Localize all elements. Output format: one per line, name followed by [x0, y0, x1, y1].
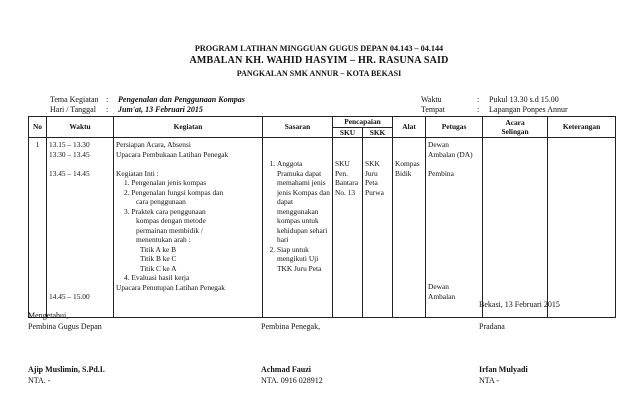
- cell-waktu: [47, 138, 114, 318]
- titik-a-b: Titik A ke B: [140, 244, 177, 254]
- tema-colon: :: [106, 95, 109, 104]
- schedule-table: [28, 116, 616, 318]
- cell-sasaran: [263, 138, 333, 318]
- cell-no: 1: [29, 138, 47, 318]
- table-row: [29, 138, 616, 318]
- kegiatan-item-2: 2. Pengenalan fungsi kompas dan: [124, 187, 224, 197]
- hari-colon: :: [106, 105, 109, 114]
- role-pembina-penegak: Pembina Penegak,: [261, 322, 321, 331]
- header-alat: Alat: [393, 117, 426, 138]
- waktu-row: [421, 95, 559, 104]
- sasaran-item-2: 2. Siap untuk mengikuti Uji TKK Juru Peta: [277, 245, 330, 274]
- waktu-3: 13.45 – 14.45: [49, 168, 90, 178]
- waktu-colon: :: [477, 95, 480, 104]
- header-sasaran: Sasaran: [263, 117, 333, 138]
- kegiatan-item-1: 1. Pengenalan jenis kompas: [124, 178, 207, 187]
- skk-line-2: Juru: [365, 168, 378, 178]
- skk-line-3: Peta: [365, 178, 378, 187]
- kegiatan-item-2-cont: cara penggunaan: [136, 197, 186, 206]
- header-keterangan: Keterangan: [548, 117, 616, 138]
- titik-c-a: Titik C ke A: [140, 263, 177, 273]
- kegiatan-pembukaan: Upacara Pembukaan Latihan Penegak: [116, 149, 229, 159]
- role-pembina-gudep: Pembina Gugus Depan: [28, 322, 102, 331]
- tema-label: Tema Kegiatan: [50, 95, 99, 104]
- kegiatan-item-3-cont2: permainan membidik /: [136, 225, 203, 235]
- header-pencapaian: Pencapaian: [333, 117, 393, 128]
- name-pradana: Irfan Mulyadi: [479, 365, 528, 374]
- waktu-1: 13.15 – 13.30: [49, 140, 90, 149]
- petugas-line-5: Ambalan: [428, 291, 456, 301]
- petugas-line-3: Pembina: [428, 168, 454, 178]
- header-acara-line2: Selingan: [501, 127, 529, 136]
- header-kegiatan: Kegiatan: [114, 117, 263, 138]
- tempat-label: Tempat: [421, 105, 445, 114]
- alat-line-1: Kompas: [395, 159, 420, 168]
- tema-value: Pengenalan dan Penggunaan Kompas: [118, 95, 245, 104]
- cell-skk: [363, 138, 393, 318]
- cell-kegiatan: [114, 138, 263, 318]
- header-no: No: [29, 117, 47, 138]
- petugas-line-2: Ambalan (DA): [428, 149, 473, 159]
- petugas-line-4: Dewan: [428, 282, 449, 291]
- skk-line-1: SKK: [365, 159, 380, 168]
- ambalan-title: AMBALAN KH. WAHID HASYIM – HR. RASUNA SAID: [189, 55, 449, 66]
- header-acara-line1: Acara: [505, 117, 525, 127]
- waktu-label: Waktu: [421, 95, 442, 104]
- header-waktu: Waktu: [47, 117, 114, 138]
- header-petugas: Petugas: [426, 117, 483, 138]
- alat-line-2: Bidik: [395, 168, 412, 178]
- sku-line-3: Bantara: [335, 178, 358, 187]
- header-acara-selingan: [483, 117, 548, 138]
- kegiatan-persiapan: Persiapan Acara, Absensi: [116, 140, 191, 149]
- waktu-2: 13.30 – 13.45: [49, 149, 90, 159]
- signature-date: Bekasi, 13 Februari 2015: [479, 300, 560, 309]
- nta-pembina-gudep: NTA. -: [28, 376, 51, 385]
- sku-line-2: Pen.: [335, 168, 348, 178]
- program-title: PROGRAM LATIHAN MINGGUAN GUGUS DEPAN 04.143 – 04.144: [194, 44, 444, 53]
- waktu-4: 14.45 – 15.00: [49, 292, 90, 301]
- kegiatan-item-3-cont3: menentukan arah :: [136, 235, 191, 244]
- cell-keterangan: [548, 138, 616, 318]
- kegiatan-inti: Kegiatan Inti :: [116, 168, 159, 178]
- cell-sku: [333, 138, 363, 318]
- mengetahui-label: Mengetahui,: [28, 311, 69, 320]
- sasaran-item-1: 1. Anggota Pramuka dapat memahami jenis jenis Kompas dan dapat menggunakan kompas untuk kehidupan sehari hari: [277, 159, 330, 245]
- cell-alat: [393, 138, 426, 318]
- kegiatan-item-3: 3. Praktek cara penggunaan: [124, 206, 206, 216]
- kegiatan-item-3-cont1: kompas dengan metode: [136, 216, 206, 225]
- titik-b-c: Titik B ke C: [140, 254, 177, 263]
- header-skk: SKK: [363, 127, 393, 138]
- nta-pembina-penegak: NTA. 0916 028912: [261, 376, 323, 385]
- name-pembina-penegak: Achmad Fauzi: [261, 365, 311, 374]
- role-pradana: Pradana: [479, 322, 505, 331]
- header-sku: SKU: [333, 127, 363, 138]
- nta-pradana: NTA -: [479, 376, 500, 385]
- waktu-value: Pukul 13.30 s.d 15.00: [489, 95, 559, 104]
- kegiatan-penutupan: Upacara Penutupan Latihan Penegak: [116, 282, 225, 292]
- hari-label: Hari / Tanggal: [50, 105, 96, 114]
- sku-line-4: No. 13: [335, 187, 356, 197]
- tempat-value: Lapangan Ponpes Annur: [489, 105, 568, 114]
- pangkalan-title: PANGKALAN SMK ANNUR – KOTA BEKASI: [236, 69, 402, 78]
- cell-acara-selingan: [483, 138, 548, 318]
- hari-row: [50, 105, 203, 114]
- skk-line-4: Purwa: [365, 187, 384, 197]
- sku-line-1: SKU: [335, 159, 350, 168]
- tempat-row: [421, 105, 568, 114]
- cell-petugas: [426, 138, 483, 318]
- kegiatan-item-4: 4. Evaluasi hasil kerja: [124, 273, 190, 282]
- petugas-line-1: Dewan: [428, 140, 449, 149]
- hari-value: Jum'at, 13 Februari 2015: [118, 105, 203, 114]
- name-pembina-gudep: Ajip Muslimin, S.Pd.I.: [28, 365, 105, 374]
- tempat-colon: :: [477, 105, 480, 114]
- tema-row: [50, 95, 245, 104]
